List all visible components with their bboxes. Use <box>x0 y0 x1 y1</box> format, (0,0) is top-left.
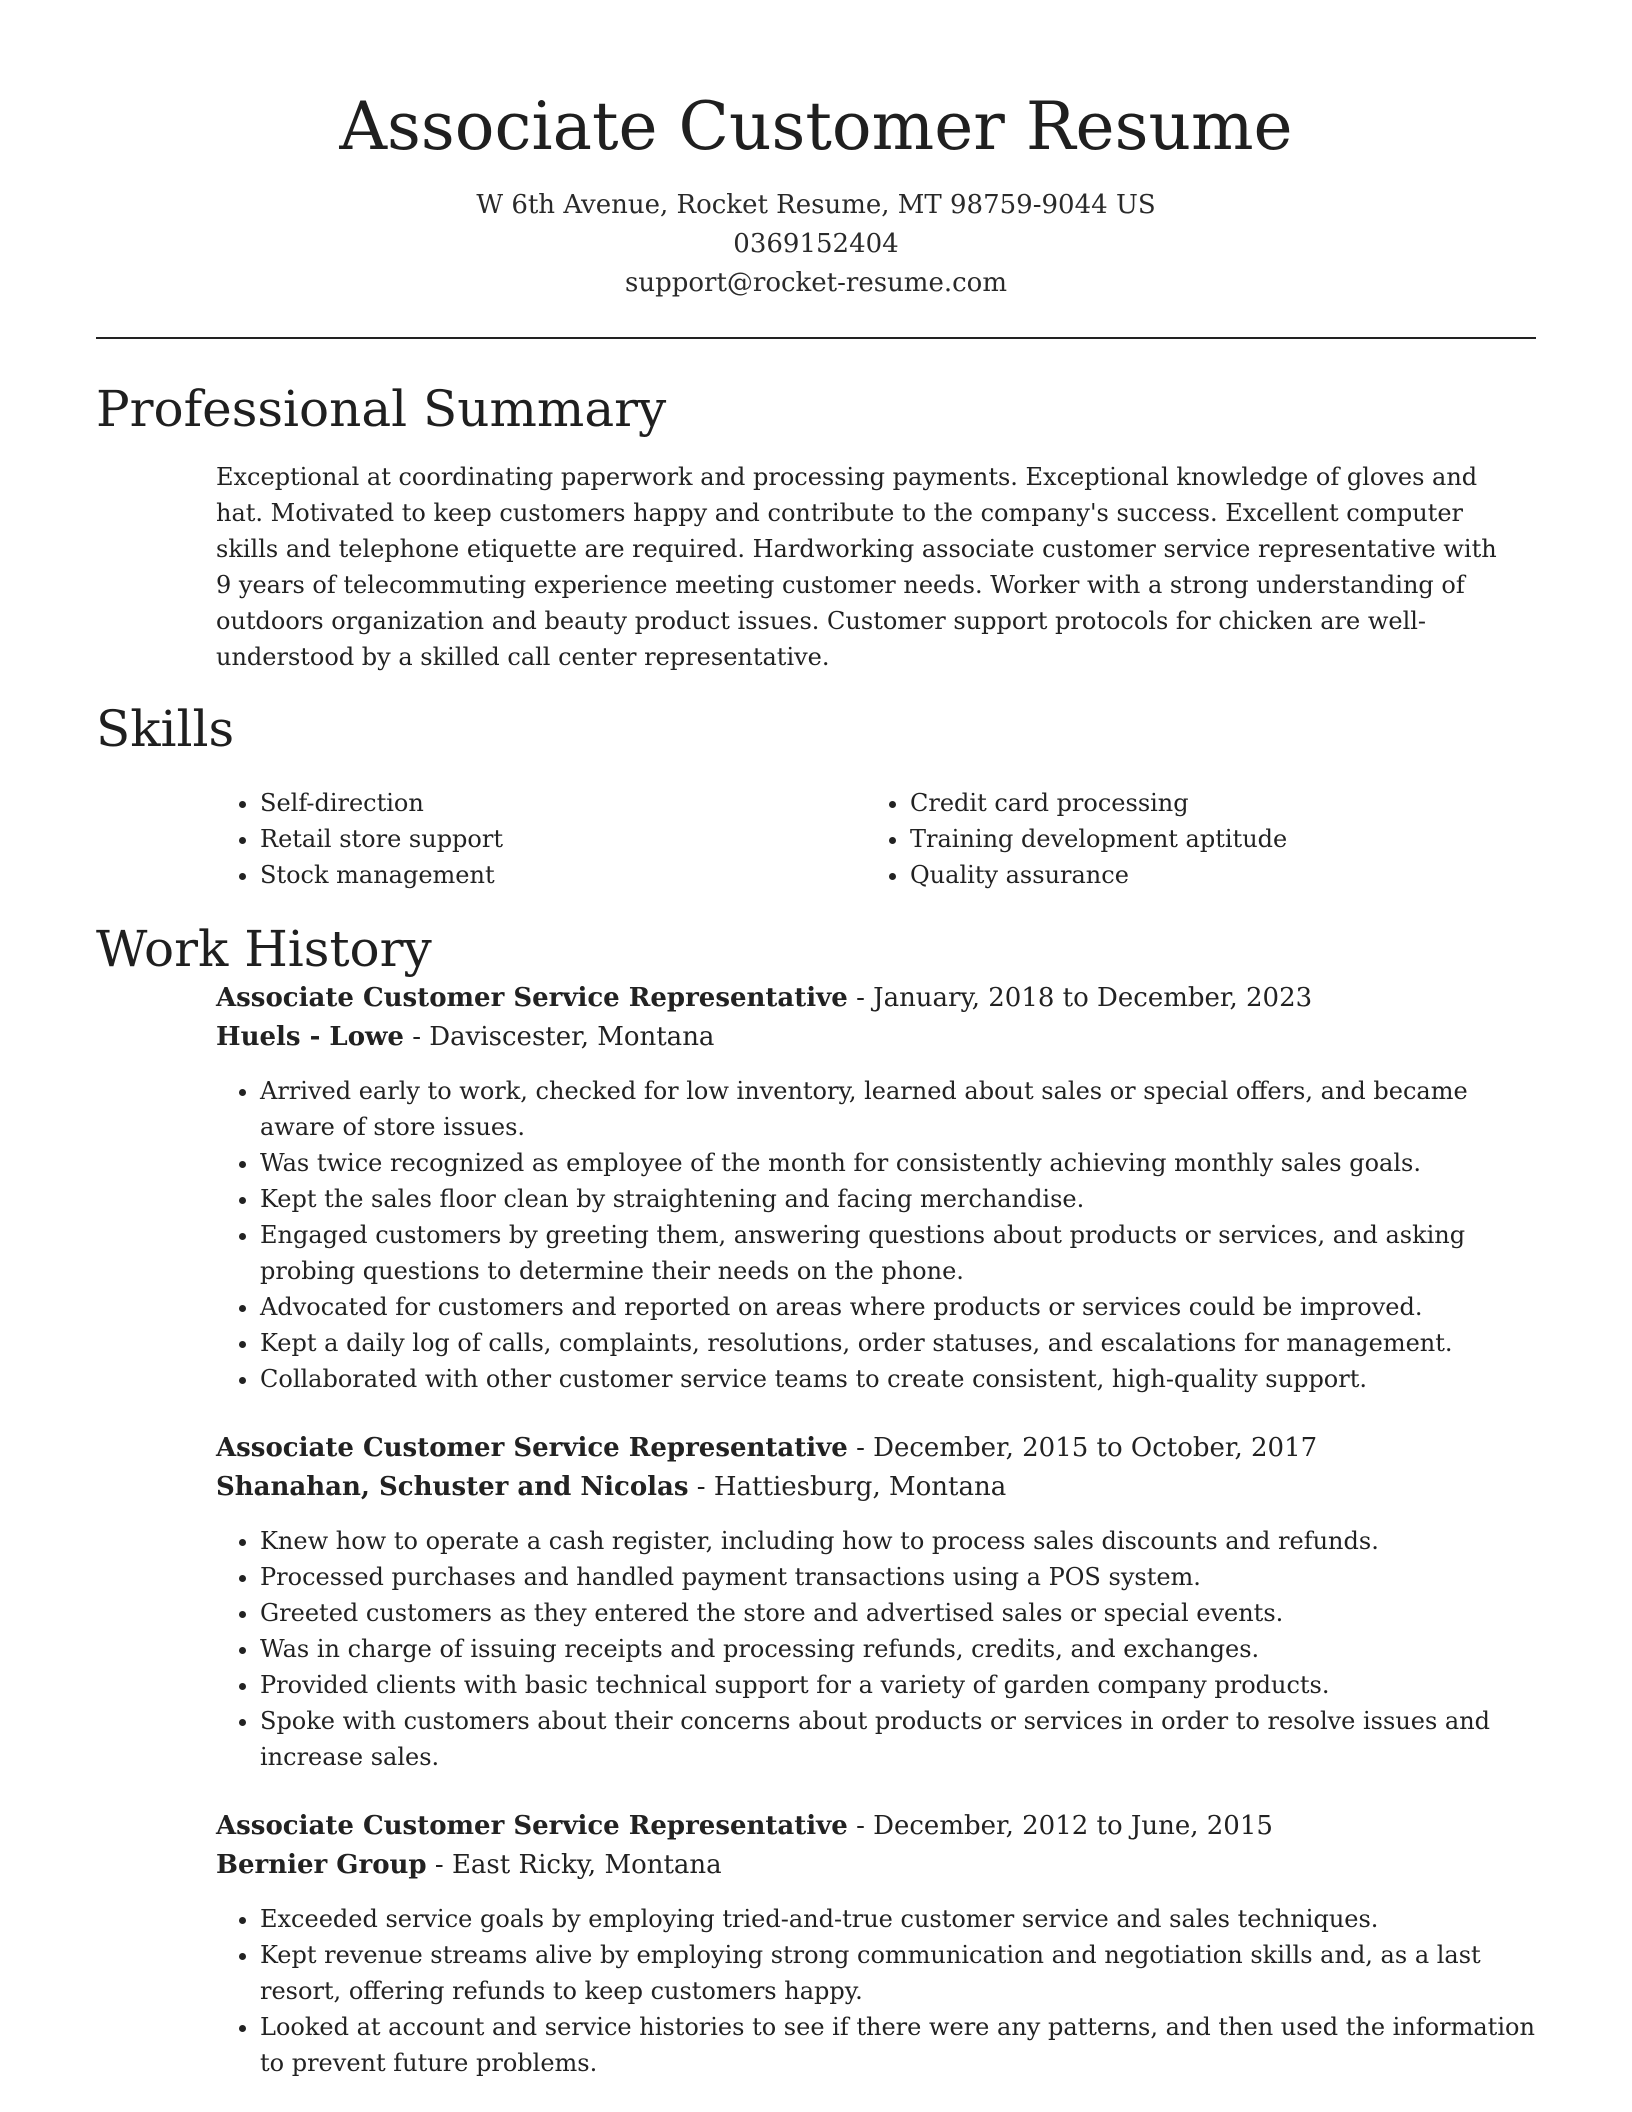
job-bullet: • Looked at account and service histories to see if there were any patterns, and then used the information to prevent future problems. <box>260 2009 1536 2081</box>
job-title: Associate Customer Service Representative <box>216 1811 848 1841</box>
job-bullet: • Was in charge of issuing receipts and processing refunds, credits, and exchanges. <box>260 1631 1536 1667</box>
job-title-line: Associate Customer Service Representative - December, 2015 to October, 2017 <box>216 1433 1318 1463</box>
skill-item: • Self-direction <box>260 785 866 821</box>
skills-column-right <box>866 785 1516 893</box>
job-bullet: • Kept a daily log of calls, complaints, resolutions, order statuses, and escalations for management. <box>260 1325 1536 1361</box>
skills-heading: Skills <box>96 700 235 758</box>
header-divider <box>96 337 1536 339</box>
contact-block <box>96 186 1536 303</box>
job-location: Daviscester, Montana <box>429 1022 715 1052</box>
skills-list <box>216 785 1536 893</box>
summary-text: Exceptional at coordinating paperwork and processing payments. Exceptional knowledge of gloves and hat. Motivated to keep customers happy and contribute to the company's success. Excellent computer skills and telephone etiquette are required. Hardworking associate customer service representative with 9 years of telecommuting experience meeting customer needs. Worker with a strong understanding of outdoors organization and beauty product issues. Customer support protocols for chicken are well-understood by a skilled call center representative. <box>216 463 1497 671</box>
job-title: Associate Customer Service Representative <box>216 983 848 1013</box>
job-location: Hattiesburg, Montana <box>713 1472 1007 1502</box>
job-bullet: • Spoke with customers about their concerns about products or services in order to resolve issues and increase sales. <box>260 1703 1536 1775</box>
skill-item: • Quality assurance <box>910 857 1516 893</box>
skill-item: • Training development aptitude <box>910 821 1516 857</box>
job-entry <box>216 1429 1536 1775</box>
job-bullets <box>216 1073 1536 1397</box>
summary-heading: Professional Summary <box>96 380 667 438</box>
job-company-line: Bernier Group - East Ricky, Montana <box>216 1850 722 1880</box>
job-bullet: • Arrived early to work, checked for low inventory, learned about sales or special offers, and became aware of store issues. <box>260 1073 1536 1145</box>
job-bullet: • Greeted customers as they entered the store and advertised sales or special events. <box>260 1595 1536 1631</box>
job-entry <box>216 979 1536 1397</box>
job-company-line: Shanahan, Schuster and Nicolas - Hattiesburg, Montana <box>216 1472 1007 1502</box>
job-bullet: • Engaged customers by greeting them, answering questions about products or services, and asking probing questions to determine their needs on the phone. <box>260 1217 1536 1289</box>
job-bullets <box>216 1901 1536 2081</box>
job-title-line: Associate Customer Service Representative - January, 2018 to December, 2023 <box>216 983 1313 1013</box>
job-bullet: • Knew how to operate a cash register, including how to process sales discounts and refunds. <box>260 1523 1536 1559</box>
job-bullets <box>216 1523 1536 1775</box>
job-entry <box>216 1807 1536 2081</box>
job-bullet: • Collaborated with other customer service teams to create consistent, high-quality support. <box>260 1361 1536 1397</box>
job-title: Associate Customer Service Representative <box>216 1433 848 1463</box>
job-bullet: • Advocated for customers and reported on areas where products or services could be improved. <box>260 1289 1536 1325</box>
skill-item: • Stock management <box>260 857 866 893</box>
contact-email: support@rocket-resume.com <box>624 268 1007 298</box>
skills-column-left <box>216 785 866 893</box>
work-history-heading: Work History <box>96 920 432 978</box>
job-bullet: • Kept the sales floor clean by straightening and facing merchandise. <box>260 1181 1536 1217</box>
job-dates: December, 2015 to October, 2017 <box>873 1433 1318 1463</box>
job-dates: December, 2012 to June, 2015 <box>873 1811 1273 1841</box>
job-company: Bernier Group <box>216 1850 427 1880</box>
job-bullet: • Kept revenue streams alive by employing strong communication and negotiation skills and, as a last resort, offering refunds to keep customers happy. <box>260 1937 1536 2009</box>
job-bullet: • Exceeded service goals by employing tried-and-true customer service and sales techniques. <box>260 1901 1536 1937</box>
resume-page <box>96 0 1536 2081</box>
job-company: Shanahan, Schuster and Nicolas <box>216 1472 689 1502</box>
resume-title: Associate Customer Resume <box>339 88 1293 165</box>
job-bullet: • Was twice recognized as employee of the month for consistently achieving monthly sales goals. <box>260 1145 1536 1181</box>
job-title-line: Associate Customer Service Representative - December, 2012 to June, 2015 <box>216 1811 1273 1841</box>
job-bullet: • Provided clients with basic technical support for a variety of garden company products. <box>260 1667 1536 1703</box>
job-bullet: • Processed purchases and handled payment transactions using a POS system. <box>260 1559 1536 1595</box>
skill-item: • Retail store support <box>260 821 866 857</box>
contact-address: W 6th Avenue, Rocket Resume, MT 98759-9044 US <box>476 190 1156 220</box>
contact-phone: 0369152404 <box>733 229 899 259</box>
job-dates: January, 2018 to December, 2023 <box>873 983 1313 1013</box>
job-company: Huels - Lowe <box>216 1022 404 1052</box>
job-location: East Ricky, Montana <box>451 1850 722 1880</box>
skill-item: • Credit card processing <box>910 785 1516 821</box>
job-company-line: Huels - Lowe - Daviscester, Montana <box>216 1022 715 1052</box>
